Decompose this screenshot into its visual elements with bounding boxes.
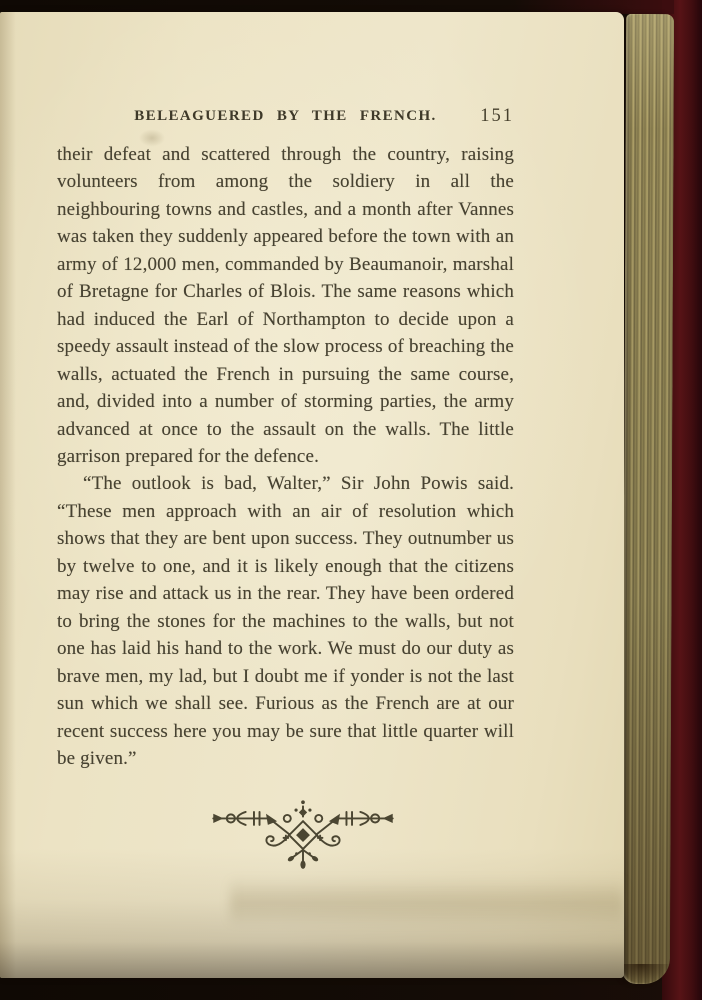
page-edges-stack xyxy=(622,14,674,984)
paragraph: their defeat and scattered through the country, raising volunteers from among the soldiery in all the neighbouring towns and castles, and a month after Vannes was taken they suddenly appeared before the town with an army of 12,000 men, commanded by Beaumanoir, marshal of Bretagne for Charles of Blois. The same reasons which had induced the Earl of Northampton to decide upon a speedy assault instead of the slow process of breaching the walls, actuated the French in pursuing the same course, and, divided into a number of storming parties, the army advanced at once to the assault on the walls. The little garrison prepared for the defence. xyxy=(57,144,514,467)
printer-tailpiece-ornament-icon xyxy=(210,799,396,873)
body-text xyxy=(57,141,514,772)
running-head xyxy=(57,108,514,130)
tailpiece-ornament-container xyxy=(57,799,514,878)
page-bottom-bend-shadow xyxy=(230,877,624,923)
page-header-title: BELEAGUERED BY THE FRENCH. xyxy=(134,108,437,124)
paragraph: “The outlook is bad, Walter,” Sir John Powis said. “These men approach with an air of resolution which shows that they are bent upon success. They outnumber us by twelve to one, and it is likely enough that the citizens may rise and attack us in the rear. They have been ordered to bring the stones for the machines to the walls, but not one has laid his hand to the work. We must do our duty as brave men, my lad, but I doubt me if yonder is not the last sun which we shall see. Furious as the French are at our recent success here you may be sure that little quarter will be given.” xyxy=(57,473,514,769)
page-number: 151 xyxy=(480,106,514,126)
book-page xyxy=(0,12,624,978)
